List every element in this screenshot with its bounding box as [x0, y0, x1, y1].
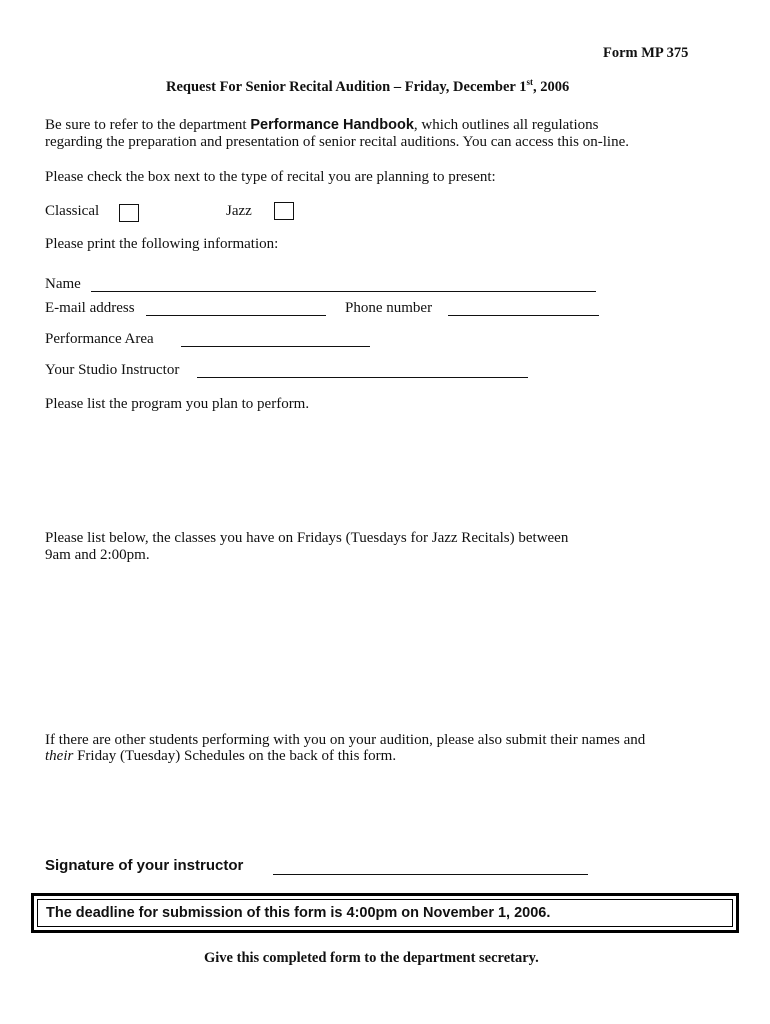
classical-label: Classical [45, 203, 100, 219]
page-title-tail: , 2006 [532, 79, 570, 95]
classes-entry-area[interactable] [45, 570, 725, 720]
performance-area-field[interactable] [181, 346, 370, 347]
others-prompt-line-1: If there are other students performing with you on your audition, please also submit their names and [45, 732, 646, 748]
page-title-main: Request For Senior Recital Audition – Friday, December 1 [166, 79, 527, 95]
intro-text-cont: , which outlines all regulations [413, 117, 599, 133]
recital-type-prompt: Please check the box next to the type of recital you are planning to present: [45, 169, 496, 185]
program-entry-area[interactable] [45, 418, 725, 518]
form-number: Form MP 375 [603, 45, 689, 61]
phone-field[interactable] [448, 315, 599, 316]
deadline-box [31, 893, 739, 933]
their-emphasis: their [45, 748, 74, 764]
email-label: E-mail address [45, 300, 135, 316]
jazz-checkbox[interactable] [274, 202, 294, 220]
email-field[interactable] [146, 315, 326, 316]
others-prompt-rest: Friday (Tuesday) Schedules on the back of this form. [73, 748, 397, 764]
classes-prompt-line-2: 9am and 2:00pm. [45, 547, 150, 563]
page-title-ordinal: st [526, 77, 533, 88]
footer-instruction: Give this completed form to the department secretary. [204, 950, 539, 966]
intro-text: Be sure to refer to the department [45, 117, 251, 133]
signature-label: Signature of your instructor [45, 857, 244, 874]
phone-label: Phone number [345, 300, 433, 316]
intro-line-2: regarding the preparation and presentation of senior recital auditions. You can access this on-line. [45, 134, 629, 150]
name-label: Name [45, 276, 81, 292]
classical-checkbox[interactable] [119, 204, 139, 222]
program-prompt: Please list the program you plan to perform. [45, 396, 310, 412]
handbook-reference: Performance Handbook [250, 117, 414, 133]
jazz-label: Jazz [226, 203, 252, 219]
others-prompt-line-2 [45, 748, 396, 765]
deadline-text: The deadline for submission of this form is 4:00pm on November 1, 2006. [46, 905, 551, 921]
signature-field[interactable] [273, 874, 588, 875]
page-title [166, 79, 569, 96]
print-info-prompt: Please print the following information: [45, 236, 279, 252]
instructor-field[interactable] [197, 377, 528, 378]
instructor-label: Your Studio Instructor [45, 362, 180, 378]
classes-prompt-line-1: Please list below, the classes you have on Fridays (Tuesdays for Jazz Recitals) between [45, 530, 569, 546]
intro-line-1 [45, 117, 598, 134]
performance-area-label: Performance Area [45, 331, 154, 347]
name-field[interactable] [91, 291, 596, 292]
